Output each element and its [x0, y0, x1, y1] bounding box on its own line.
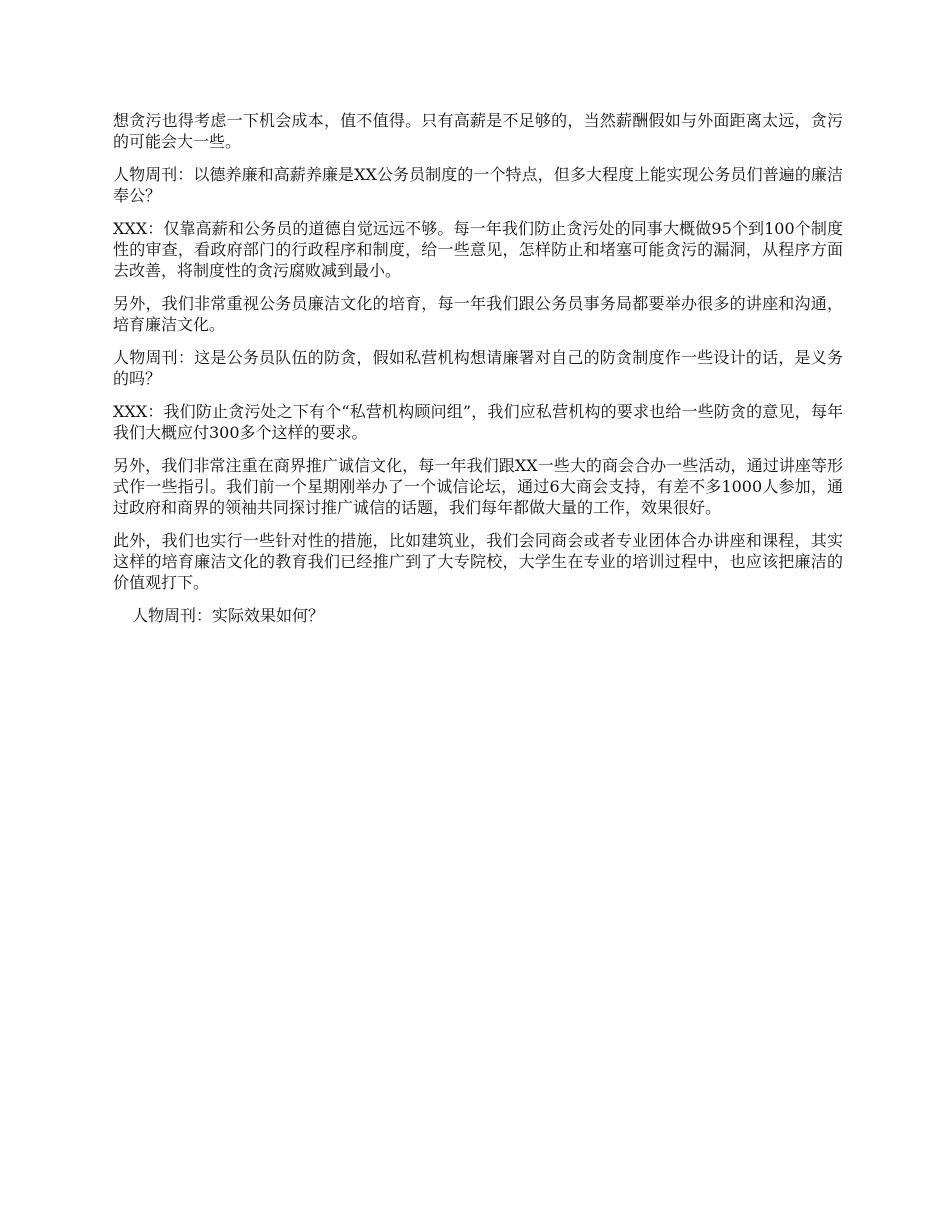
paragraph-1: 想贪污也得考虑一下机会成本，值不值得。只有高薪是不足够的，当然薪酬假如与外面距离太远，贪污的可能会大一些。 [113, 111, 843, 151]
document-page [113, 110, 843, 638]
paragraph-4: 另外，我们非常重视公务员廉洁文化的培育，每一年我们跟公务员事务局都要举办很多的讲座和沟通，培育廉洁文化。 [113, 294, 843, 334]
paragraph-7: 另外，我们非常注重在商界推广诚信文化，每一年我们跟XX一些大的商会合办一些活动，通过讲座等形式作一些指引。我们前一个星期刚举办了一个诚信论坛，通过6大商会支持，有差不多1000人参加，通过政府和商界的领袖共同探讨推广诚信的话题，我们每年都做大量的工作，效果很好。 [113, 456, 843, 517]
paragraph-5: 人物周刊：这是公务员队伍的防贪，假如私营机构想请廉署对自己的防贪制度作一些设计的话，是义务的吗？ [113, 348, 843, 388]
paragraph-3: XXX：仅靠高薪和公务员的道德自觉远远不够。每一年我们防止贪污处的同事大概做95个到100个制度性的审查，看政府部门的行政程序和制度，给一些意见，怎样防止和堵塞可能贪污的漏洞，从程序方面去改善，将制度性的贪污腐败减到最小。 [113, 219, 843, 280]
paragraph-2: 人物周刊：以德养廉和高薪养廉是XX公务员制度的一个特点，但多大程度上能实现公务员们普遍的廉洁奉公？ [113, 165, 843, 205]
paragraph-8: 此外，我们也实行一些针对性的措施，比如建筑业，我们会同商会或者专业团体合办讲座和课程，其实这样的培育廉洁文化的教育我们已经推广到了大专院校，大学生在专业的培训过程中，也应该把廉洁的价值观打下。 [113, 531, 843, 592]
paragraph-6: XXX：我们防止贪污处之下有个“私营机构顾问组”，我们应私营机构的要求也给一些防贪的意见，每年我们大概应付300多个这样的要求。 [113, 402, 843, 442]
paragraph-9: 人物周刊：实际效果如何？ [132, 606, 325, 625]
